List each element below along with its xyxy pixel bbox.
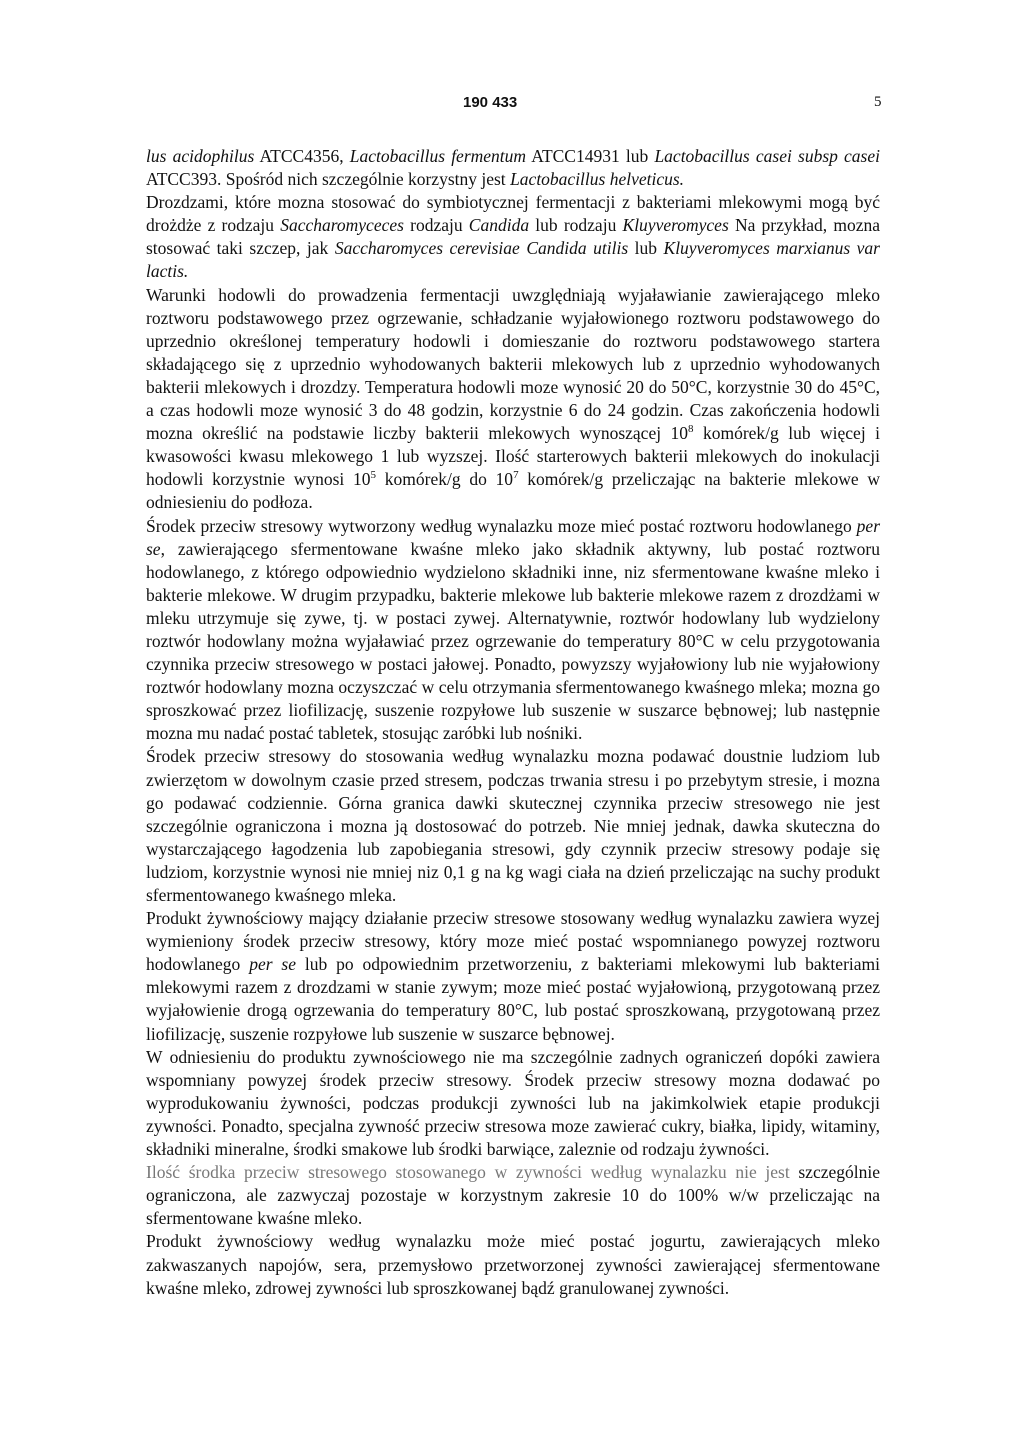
latin-term: per se (146, 515, 880, 559)
species-name: Saccharomyceces (280, 215, 404, 236)
species-name: Lactobacillus helveticus. (510, 169, 685, 190)
superscript: 5 (370, 469, 377, 482)
text-run: komórek/g do 10 (376, 469, 514, 490)
text-run: Na przykład, mozna stosować taki szczep, jak (146, 215, 880, 259)
text-run: Drozdzami, które mozna stosować do symbiotycznej fermentacji z bakteriami mlekowymi mogą być drożdże z rodzaju (146, 192, 880, 236)
text-run: , zawierającego sfermentowane kwaśne mleko jako składnik aktywny, lub postać roztworu hodowlanego, z którego odpowiednio wydzielono składniki inne, niz sfermentowane kwaśne mleko i bakterie mlekowe. W drugim przypadku, bakterie mlekowe lub bakterie mlekowe razem z drozdżami w mleku utrzymuje się zywe, tj. w postaci zywej. Alternatywnie, roztwór hodowlany lub wydzielony roztwór hodowlany można wyjaławiać przez ogrzewanie do temperatury 80°C w celu przygotowania czynnika przeciw stresowego w postaci jałowej. Ponadto, powyzszy wyjałowiony lub nie wyjałowiony roztwór hodowlany mozna oczyszczać w celu otrzymania sfermentowanego kwaśnego mleka; mozna go sproszkować przez liofilizację, suszenie rozpyłowe lub suszenie w suszarce bębnowej; lub następnie mozna mu nadać postać tabletek, stosując zaróbki lub nośniki. (146, 538, 880, 744)
paragraph-8 (146, 1161, 880, 1230)
text-run: lub rodzaju (529, 215, 623, 236)
superscript: 7 (513, 469, 519, 482)
paragraph-3 (146, 284, 880, 515)
text-run: ATCC4356, (254, 146, 350, 166)
paragraph-2 (146, 191, 880, 283)
text-run: Produkt żywnościowy mający działanie przeciw stresowe stosowany według wynalazku zawiera wyzej wymieniony środek przeciw stresowy, który moze mieć postać wspomnianego powyzej roztworu hodowlanego (146, 908, 880, 975)
text-run: ATCC14931 lub (526, 146, 655, 166)
page-header (0, 94, 1024, 116)
faded-text-run: Ilość środka przeciw stresowego stosowanego w zywności według wynalazku nie jest (146, 1162, 790, 1183)
species-name: Kluyveromyces marxianus var lactis. (146, 238, 880, 282)
species-name: Lactobacillus casei subsp casei (654, 146, 880, 166)
text-run: komórek/g przeliczając na bakterie mlekowe w odniesieniu do podłoza. (146, 469, 880, 513)
text-run: komórek/g lub więcej i kwasowości kwasu mlekowego 1 lub wyzszej. Ilość starterowych bakterii mlekowych do inokulacji hodowli korzystnie wynosi 10 (146, 423, 880, 490)
paragraph-1 (146, 145, 880, 191)
text-run: rodzaju (403, 215, 469, 236)
paragraph-9: Produkt żywnościowy według wynalazku może mieć postać jogurtu, zawierających mleko zakwaszanych napojów, sera, przemysłowo przetworzonej zywności zawierającej sfermentowane kwaśne mleko, zdrowej zywności lub sproszkowanej bądź granulowanej zywności. (146, 1231, 880, 1298)
latin-term: per se (249, 954, 296, 975)
species-name: Kluyveromyces (622, 215, 729, 236)
document-number: 190 433 (463, 94, 518, 111)
text-run: lub po odpowiednim przetworzeniu, z bakteriami mlekowymi lub bakteriami mlekowymi razem z drozdzami w stanie zywym; moze mieć postać wyjałowioną, przygotowaną przez wyjałowienie drogą ogrzewania do temperatury 80°C, lub postać sproszkowaną, przygotowaną przez liofilizację, suszenie rozpyłowe lub suszenie w suszarce bębnowej. (146, 954, 880, 1044)
paragraph-7: W odniesieniu do produktu zywnościowego nie ma szczególnie zadnych ograniczeń dopóki zawiera wspomniany powyzej środek przeciw stresowy. Środek przeciw stresowy mozna dodawać po wyprodukowaniu żywności, podczas produkcji zywności lub na jakimkolwiek etapie produkcji zywności. Ponadto, specjalna zywność przeciw stresowa moze zawierać cukry, białka, lipidy, witaminy, składniki mineralne, środki smakowe lub środki barwiące, zaleznie od rodzaju żywności. (146, 1046, 880, 1160)
species-name: Candida (468, 215, 530, 236)
text-run: szczególnie ograniczona, ale zazwyczaj pozostaje w korzystnym zakresie 10 do 100% w/w przeliczając na sfermentowane kwaśne mleko. (146, 1162, 880, 1229)
text-run: Środek przeciw stresowy wytworzony według wynalazku moze mieć postać roztworu hodowlanego (146, 515, 857, 536)
superscript: 8 (688, 423, 694, 436)
species-name: Lactobacillus fermentum (349, 146, 527, 166)
species-name: Saccharomyces cerevisiae Candida utilis (334, 238, 629, 259)
species-name: lus acidophilus (146, 146, 255, 166)
text-run: lub (628, 238, 664, 259)
body-text (146, 145, 880, 1300)
paragraph-4 (146, 515, 880, 746)
text-run: Warunki hodowli do prowadzenia fermentacji uwzględniają wyjaławianie zawierającego mleko roztworu podstawowego przez ogrzewanie, schładzanie wyjałowionego roztworu podstawowego do uprzednio określonej temperatury hodowli i domieszanie do roztworu podstawowego startera składającego się z uprzednio wyhodowanych bakterii mlekowych lub z uprzednio wyhodowanych bakterii mlekowych i drozdzy. Temperatura hodowli moze wynosić 20 do 50°C, korzystnie 30 do 45°C, a czas hodowli moze wynosić 3 do 48 godzin, korzystnie 6 do 24 godzin. Czas zakończenia hodowli mozna określić na podstawie liczby bakterii mlekowych wynoszącej 10 (146, 284, 880, 444)
text-run: ATCC393. Spośród nich szczególnie korzystny jest (146, 169, 511, 190)
page-number: 5 (874, 94, 882, 110)
paragraph-6 (146, 907, 880, 1046)
paragraph-5: Środek przeciw stresowy do stosowania według wynalazku mozna podawać doustnie ludziom lub zwierzętom w dowolnym czasie przed stresem, podczas trwania stresu i po przebytym stresie, i mozna go podawać codziennie. Górna granica dawki skutecznej czynnika przeciw stresowego nie jest szczególnie ograniczona i mozna ją dostosować do potrzeb. Nie mniej jednak, dawka skuteczna do wystarczającego łagodzenia lub zapobiegania stresowi, gdy czynnik przeciw stresowy podaje się ludziom, korzystnie wynosi nie mniej niz 0,1 g na kg wagi ciała na dzień przeliczając na suchy produkt sfermentowanego kwaśnego mleka. (146, 746, 880, 905)
